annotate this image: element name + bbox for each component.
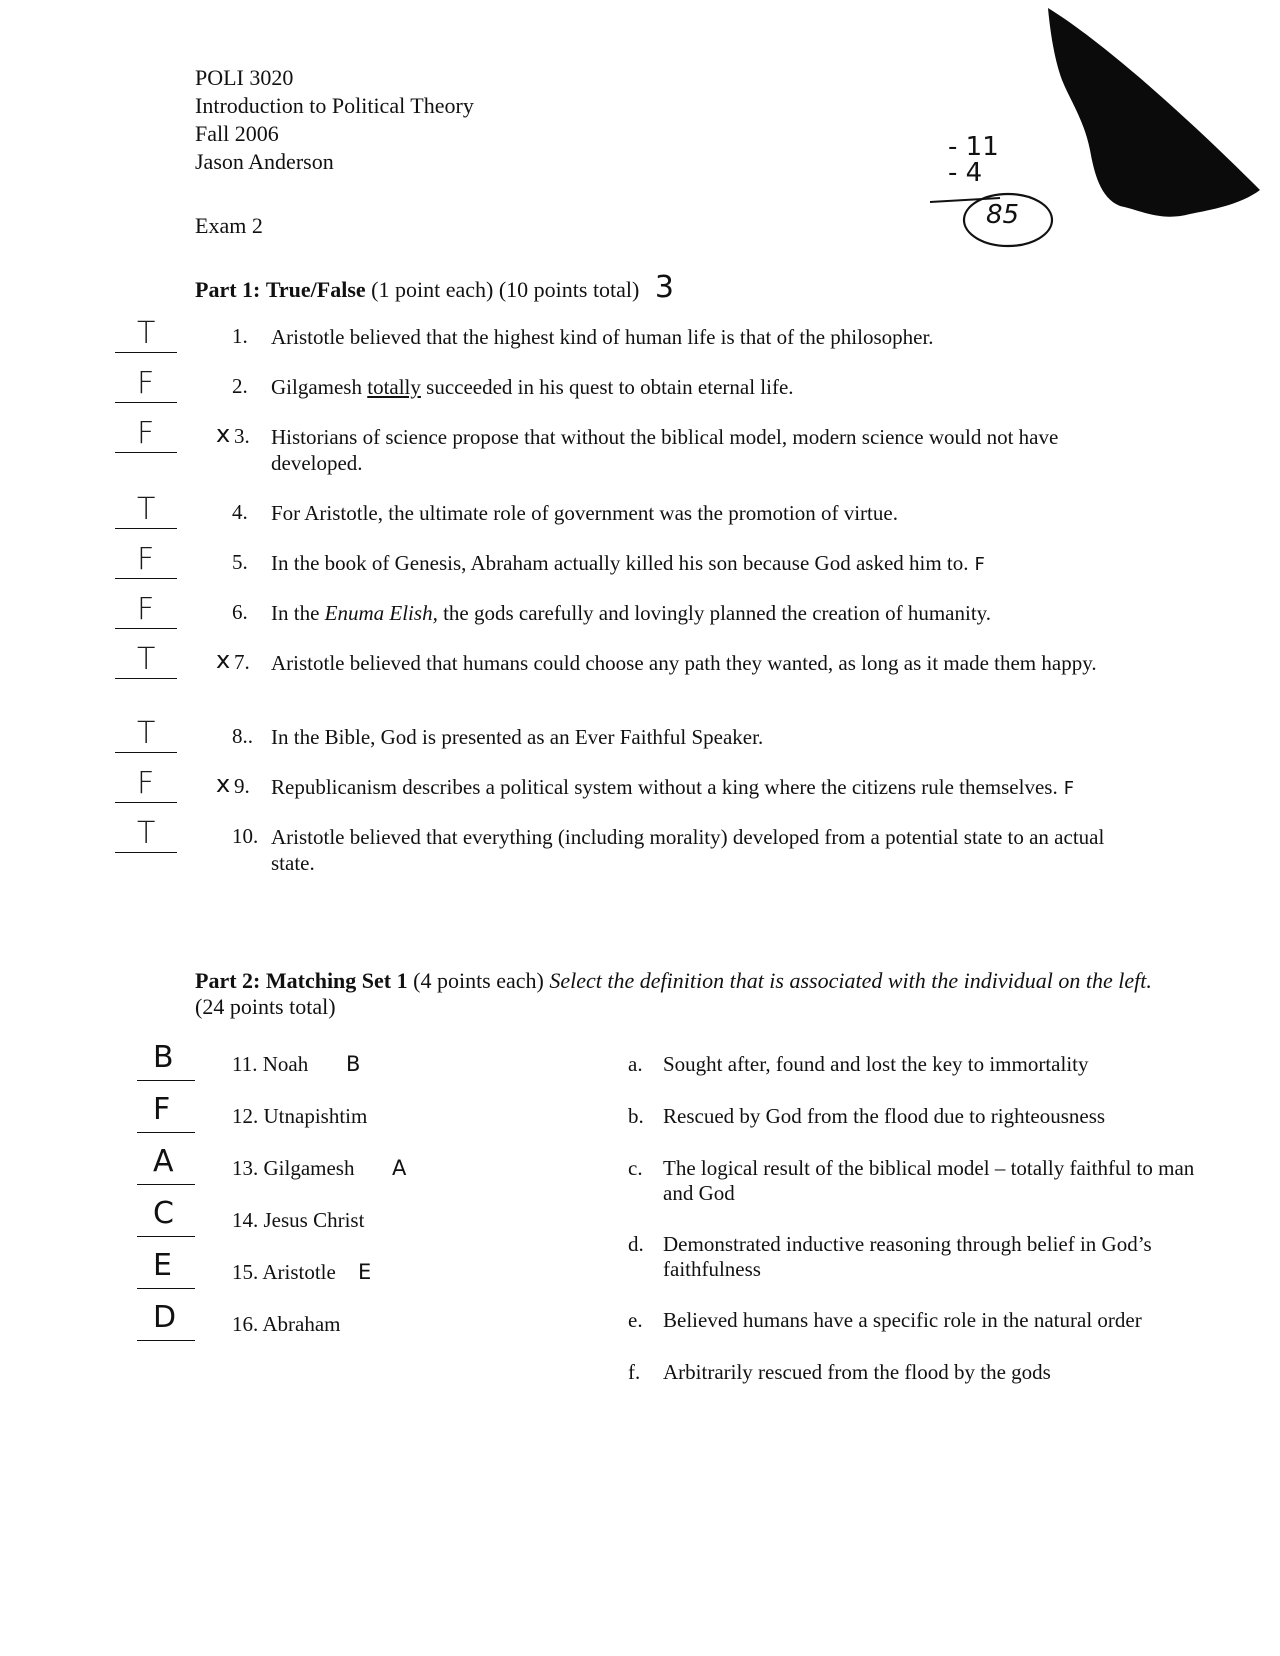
match-item-16 <box>0 1300 620 1356</box>
question-text: For Aristotle, the ultimate role of government was the promotion of virtue. <box>271 501 898 525</box>
definition-letter: a. <box>628 1052 643 1076</box>
tf-question-6 <box>0 594 1280 650</box>
score-deduction-2: - 4 <box>948 158 983 188</box>
question-text: Aristotle believed that everything (including morality) developed from a potential state to an actual state. <box>271 825 1105 875</box>
corner-smudge <box>1040 0 1280 240</box>
handwritten-answer: A <box>153 1144 174 1179</box>
question-text-body: Republicanism describes a political system without a king where the citizens rule themselves. <box>271 775 1058 799</box>
course-term: Fall 2006 <box>195 121 279 146</box>
course-code: POLI 3020 <box>195 65 294 90</box>
tf-question-7 <box>0 644 1280 700</box>
part2-label: Part 2: Matching Set 1 <box>195 968 408 993</box>
question-number: 6. <box>232 600 248 624</box>
part2-heading <box>195 968 1185 1020</box>
answer-blank <box>115 818 177 853</box>
question-text-post: succeeded in his quest to obtain eternal life. <box>420 375 794 399</box>
answer-blank <box>115 718 177 753</box>
question-text <box>271 550 1151 578</box>
question-number: 9. <box>234 774 250 798</box>
handwritten-note: A <box>392 1156 407 1180</box>
answer-blank <box>115 768 177 803</box>
tf-question-2 <box>0 368 1280 424</box>
question-text-underlined: totally <box>367 375 421 399</box>
part1-heading <box>195 270 674 305</box>
handwritten-answer: T <box>137 816 156 851</box>
tf-question-1 <box>0 318 1280 374</box>
question-text: Historians of science propose that without the biblical model, modern science would not have developed. <box>271 425 1059 475</box>
answer-blank <box>115 418 177 453</box>
part1-score-mark: 3 <box>654 270 674 305</box>
match-item-11 <box>0 1040 620 1096</box>
question-text <box>271 774 1171 802</box>
question-text-italic: Enuma Elish, <box>324 601 438 625</box>
question-text <box>271 374 1151 400</box>
question-number: 10. <box>232 824 259 848</box>
answer-blank <box>137 1040 195 1081</box>
question-number: 2. <box>232 374 248 398</box>
match-item-label: 14. Jesus Christ <box>232 1208 365 1232</box>
definition-letter: d. <box>628 1232 644 1256</box>
handwritten-answer: F <box>137 592 155 627</box>
exam-title: Exam 2 <box>195 213 263 238</box>
question-number: 3. <box>234 424 250 448</box>
course-title: Introduction to Political Theory <box>195 93 474 118</box>
handwritten-answer: F <box>137 766 155 801</box>
handwritten-answer: T <box>137 492 156 527</box>
part1-label: Part 1: <box>195 277 261 302</box>
part2-points: (4 points each) <box>413 968 544 993</box>
handwritten-note: F <box>974 554 985 575</box>
handwritten-note: E <box>358 1260 372 1284</box>
answer-blank <box>137 1092 195 1133</box>
definition-text: The logical result of the biblical model – totally faithful to man and God <box>663 1156 1195 1205</box>
tf-question-10 <box>0 818 1280 874</box>
answer-blank <box>115 544 177 579</box>
handwritten-answer: T <box>137 642 156 677</box>
match-item-label: 11. Noah <box>232 1052 309 1076</box>
question-text: In the Bible, God is presented as an Ever Faithful Speaker. <box>271 725 764 749</box>
question-text-pre: Gilgamesh <box>271 375 368 399</box>
score-total: 85 <box>986 200 1020 230</box>
definition-letter: e. <box>628 1308 643 1332</box>
question-text <box>271 600 1151 626</box>
handwritten-answer: F <box>137 416 155 451</box>
match-item-label: 16. Abraham <box>232 1312 341 1336</box>
definition-letter: b. <box>628 1104 644 1128</box>
tf-question-4 <box>0 494 1280 550</box>
part1-type: True/False <box>265 277 366 302</box>
handwritten-answer: T <box>137 716 156 751</box>
answer-blank <box>115 494 177 529</box>
question-text-pre: In the <box>271 601 325 625</box>
handwritten-note: F <box>1063 778 1075 799</box>
handwritten-answer: E <box>153 1248 172 1283</box>
definition-text: Sought after, found and lost the key to immortality <box>663 1052 1089 1076</box>
score-deduction-1: - 11 <box>948 132 999 162</box>
match-item-label: 15. Aristotle <box>232 1260 336 1284</box>
handwritten-answer: F <box>137 542 155 577</box>
wrong-mark-icon: x <box>216 646 231 674</box>
definition-text: Demonstrated inductive reasoning through belief in God’s faithfulness <box>663 1232 1152 1281</box>
question-number: 7. <box>234 650 250 674</box>
question-text: Aristotle believed that the highest kind of human life is that of the philosopher. <box>271 325 934 349</box>
student-name: Jason Anderson <box>195 149 334 174</box>
part1-points: (1 point each) (10 points total) <box>371 277 640 302</box>
definition-text: Arbitrarily rescued from the flood by the gods <box>663 1360 1051 1384</box>
definition-letter: c. <box>628 1156 643 1180</box>
match-item-12 <box>0 1092 620 1148</box>
question-text-post: the gods carefully and lovingly planned the creation of humanity. <box>437 601 992 625</box>
question-text-body: In the book of Genesis, Abraham actually killed his son because God asked him to. <box>271 551 969 575</box>
definition-text: Rescued by God from the flood due to righteousness <box>663 1104 1106 1128</box>
answer-blank <box>137 1196 195 1237</box>
tf-question-9 <box>0 768 1280 824</box>
answer-blank <box>137 1144 195 1185</box>
part2-total: (24 points total) <box>195 994 336 1019</box>
part2-instruction: Select the definition that is associated with the individual on the left. <box>549 968 1152 993</box>
definition-letter: f. <box>628 1360 641 1384</box>
wrong-mark-icon: x <box>216 770 231 798</box>
answer-blank <box>115 644 177 679</box>
tf-question-3 <box>0 418 1280 474</box>
match-item-14 <box>0 1196 620 1252</box>
question-number: 1. <box>232 324 248 348</box>
question-number: 4. <box>232 500 248 524</box>
handwritten-answer: B <box>153 1040 174 1075</box>
match-item-13 <box>0 1144 620 1200</box>
match-item-label: 13. Gilgamesh <box>232 1156 355 1180</box>
answer-blank <box>115 318 177 353</box>
handwritten-answer: F <box>137 366 155 401</box>
handwritten-answer: T <box>137 316 156 351</box>
tf-question-5 <box>0 544 1280 600</box>
wrong-mark-icon: x <box>216 420 231 448</box>
match-item-label: 12. Utnapishtim <box>232 1104 368 1128</box>
handwritten-answer: F <box>153 1092 171 1127</box>
answer-blank <box>137 1248 195 1289</box>
answer-blank <box>115 368 177 403</box>
handwritten-note: B <box>346 1052 361 1076</box>
question-text: Aristotle believed that humans could choose any path they wanted, as long as it made them happy. <box>271 651 1097 675</box>
match-item-15 <box>0 1248 620 1304</box>
handwritten-answer: D <box>153 1300 177 1335</box>
tf-question-8 <box>0 718 1280 774</box>
answer-blank <box>115 594 177 629</box>
question-number: 8.. <box>232 724 253 748</box>
definition-text: Believed humans have a specific role in the natural order <box>663 1308 1142 1332</box>
answer-blank <box>137 1300 195 1341</box>
question-number: 5. <box>232 550 248 574</box>
handwritten-answer: C <box>153 1196 174 1231</box>
